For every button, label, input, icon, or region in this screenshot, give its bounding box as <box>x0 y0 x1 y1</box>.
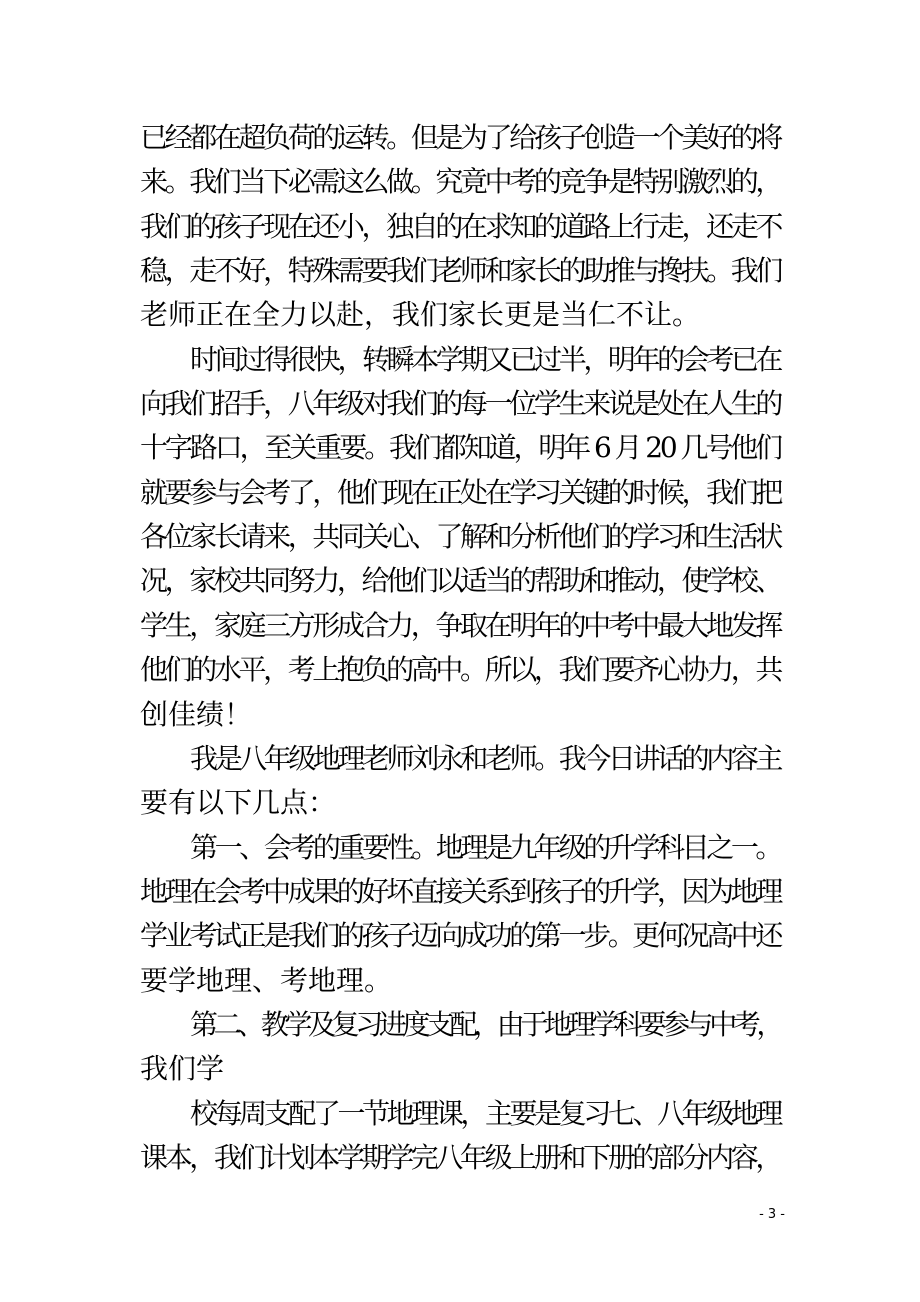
text-line: 已经都在超负荷的运转。但是为了给孩子创造一个美好的将 <box>140 121 781 154</box>
text-line: 时间过得很快，转瞬本学期又已过半，明年的会考已在 <box>190 343 781 376</box>
text-line: 第二、教学及复习进度支配，由于地理学科要参与中考， <box>190 1008 781 1041</box>
text-line: 来。我们当下必需这么做。究竟中考的竞争是特别激烈的， <box>140 165 781 198</box>
text-line: 要有以下几点： <box>140 786 337 819</box>
text-line: 我们的孩子现在还小，独自的在求知的道路上行走，还走不 <box>140 210 781 243</box>
text-line: 课本，我们计划本学期学完八年级上册和下册的部分内容， <box>140 1141 781 1174</box>
text-line: 学业考试正是我们的孩子迈向成功的第一步。更何况高中还 <box>140 919 781 952</box>
text-line: 学生，家庭三方形成合力，争取在明年的中考中最大地发挥 <box>140 609 781 642</box>
text-line: 就要参与会考了，他们现在正处在学习关键的时候，我们把 <box>140 476 781 509</box>
page-number: - 3 - <box>759 1207 785 1222</box>
text-line: 我是八年级地理老师刘永和老师。我今日讲话的内容主 <box>190 742 781 775</box>
text-line: 老师正在全力以赴，我们家长更是当仁不让。 <box>140 298 701 331</box>
text-line: 我们学 <box>140 1052 225 1085</box>
text-line: 况，家校共同努力，给他们以适当的帮助和推动，使学校、 <box>140 564 781 597</box>
text-line: 创佳绩！ <box>140 698 253 731</box>
text-line: 第一、会考的重要性。地理是九年级的升学科目之一。 <box>190 831 781 864</box>
text-line: 校每周支配了一节地理课，主要是复习七、八年级地理 <box>190 1097 781 1130</box>
text-line: 稳，走不好，特殊需要我们老师和家长的助推与搀扶。我们 <box>140 254 781 287</box>
text-line: 向我们招手，八年级对我们的每一位学生来说是处在人生的 <box>140 387 781 420</box>
text-line: 他们的水平，考上抱负的高中。所以，我们要齐心协力，共 <box>140 653 781 686</box>
text-line: 各位家长请来，共同关心、了解和分析他们的学习和生活状 <box>140 520 781 553</box>
text-line: 要学地理、考地理。 <box>140 964 393 997</box>
text-line: 地理在会考中成果的好坏直接关系到孩子的升学，因为地理 <box>140 875 781 908</box>
text-line: 十字路口，至关重要。我们都知道，明年 6 月 20 几号他们 <box>140 431 781 464</box>
